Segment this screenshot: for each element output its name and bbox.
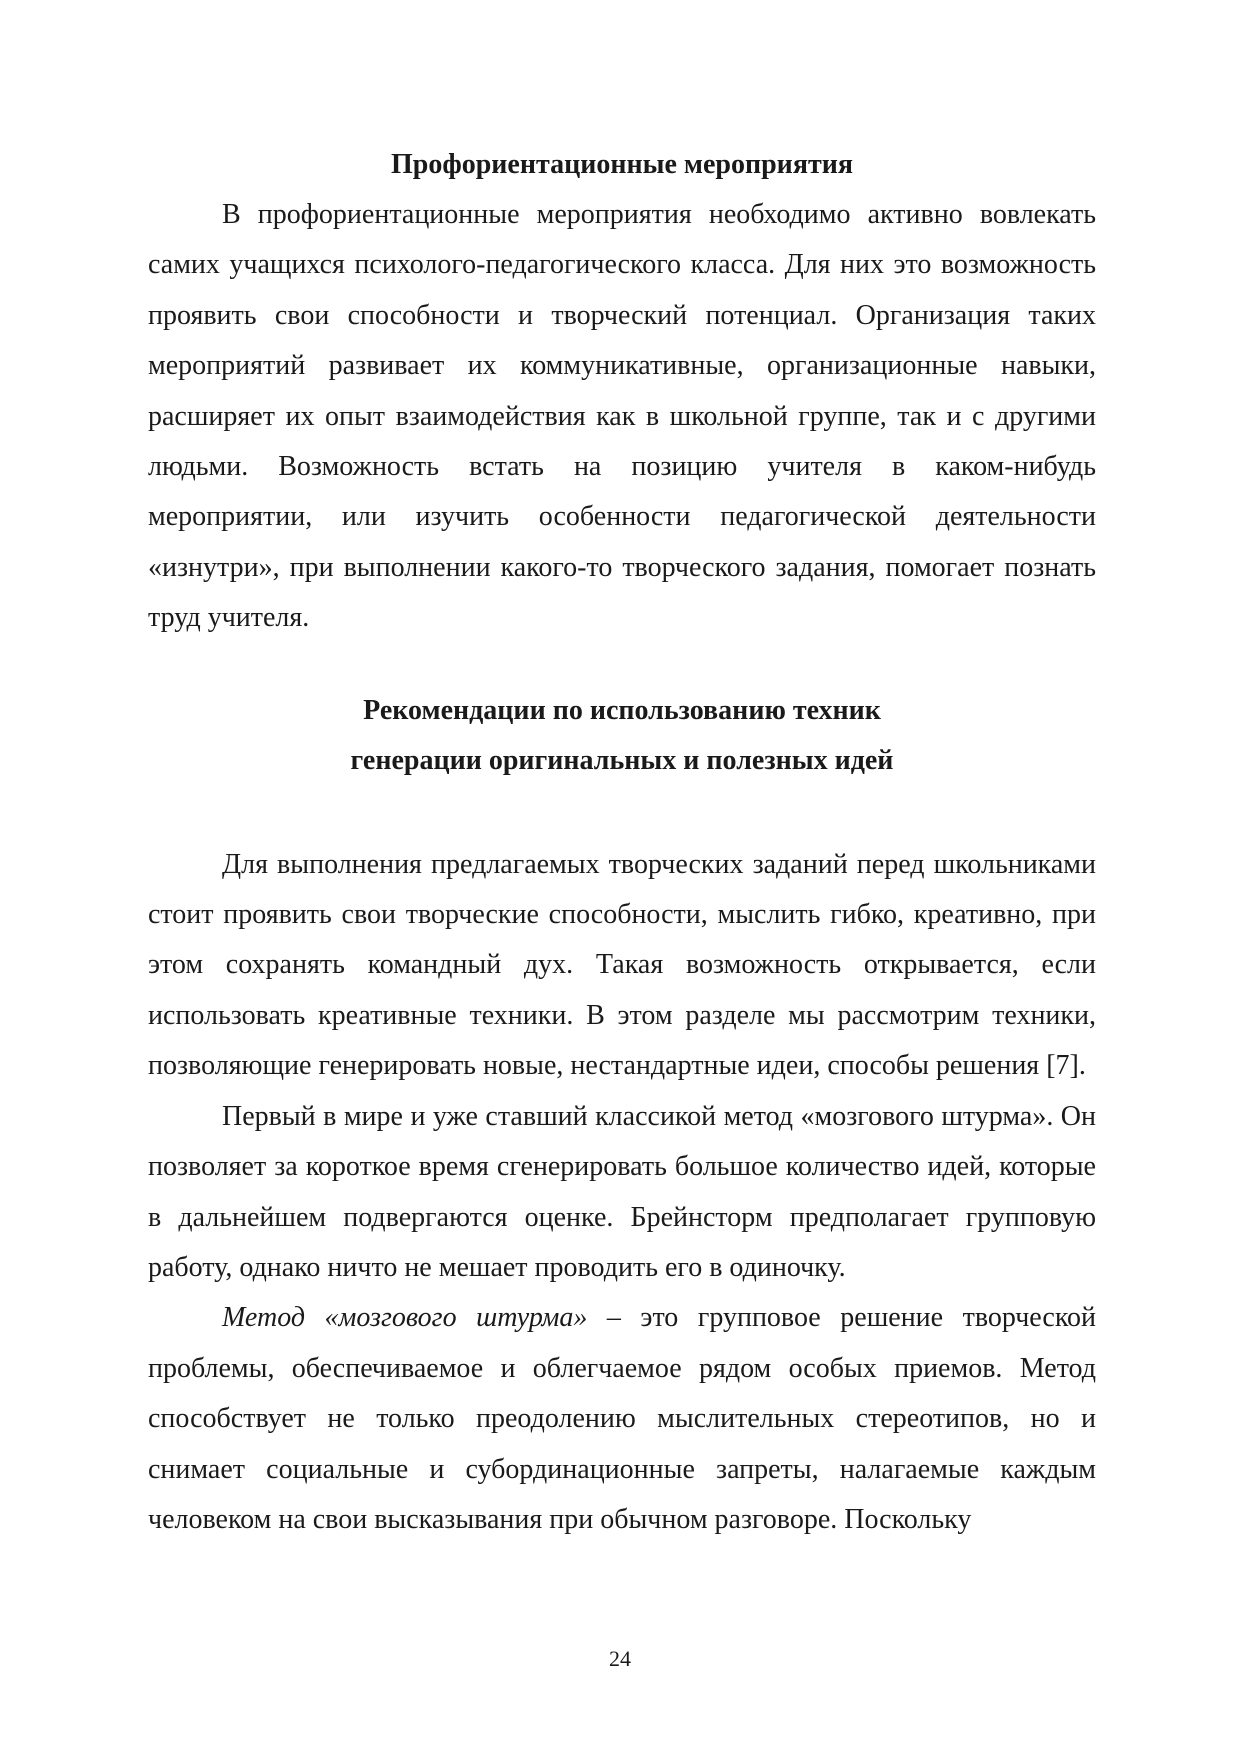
paragraph-brainstorm-definition [148,1293,1096,1545]
page-number: 24 [609,1646,631,1671]
document-page [148,140,1096,1545]
section-spacer [148,786,1096,840]
brainstorm-definition-text: – это групповое решение творческой проблемы, обеспечиваемое и облегчаемое рядом особых приемов. Метод способствует не только преодолению мыслительных стереотипов, но и снимает социальные и субординационные запреты, налагаемые каждым человеком на свои высказывания при обычном разговоре. Поскольку [148,1302,1096,1535]
paragraph-creative-tasks: Для выполнения предлагаемых творческих заданий перед школьниками стоит проявить свои творческие способности, мыслить гибко, креативно, при этом сохранять командный дух. Такая возможность открывается, если использовать креативные техники. В этом разделе мы рассмотрим техники, позволяющие генерировать новые, нестандартные идеи, способы решения [7]. [148,848,1096,1082]
paragraph-career-guidance: В профориентационные мероприятия необходимо активно вовлекать самих учащихся психолого-педагогического класса. Для них это возможность проявить свои способности и творческий потенциал. Организация таких мероприятий развивает их коммуникативные, организационные навыки, расширяет их опыт взаимодействия как в школьной группе, так и с другими людьми. Возможность встать на позицию учителя в каком-нибудь мероприятии, или изучить особенности педагогической деятельности «изнутри», при выполнении какого-то творческого задания, помогает познать труд учителя. [148,199,1096,634]
paragraph-brainstorm-intro: Первый в мире и уже ставший классикой метод «мозгового штурма». Он позволяет за короткое время сгенерировать большое количество идей, которые в дальнейшем подвергаются оценке. Брейнсторм предполагает групповую работу, однако ничто не мешает проводить его в одиночку. [148,1100,1096,1283]
section-heading-techniques-line2: генерации оригинальных и полезных идей [350,744,894,776]
section-heading-career-guidance: Профориентационные мероприятия [391,149,853,180]
section-heading-techniques-line1: Рекомендации по использованию техник [363,694,881,726]
brainstorm-method-term: Метод «мозгового штурма» [222,1302,588,1334]
section-spacer [148,644,1096,686]
